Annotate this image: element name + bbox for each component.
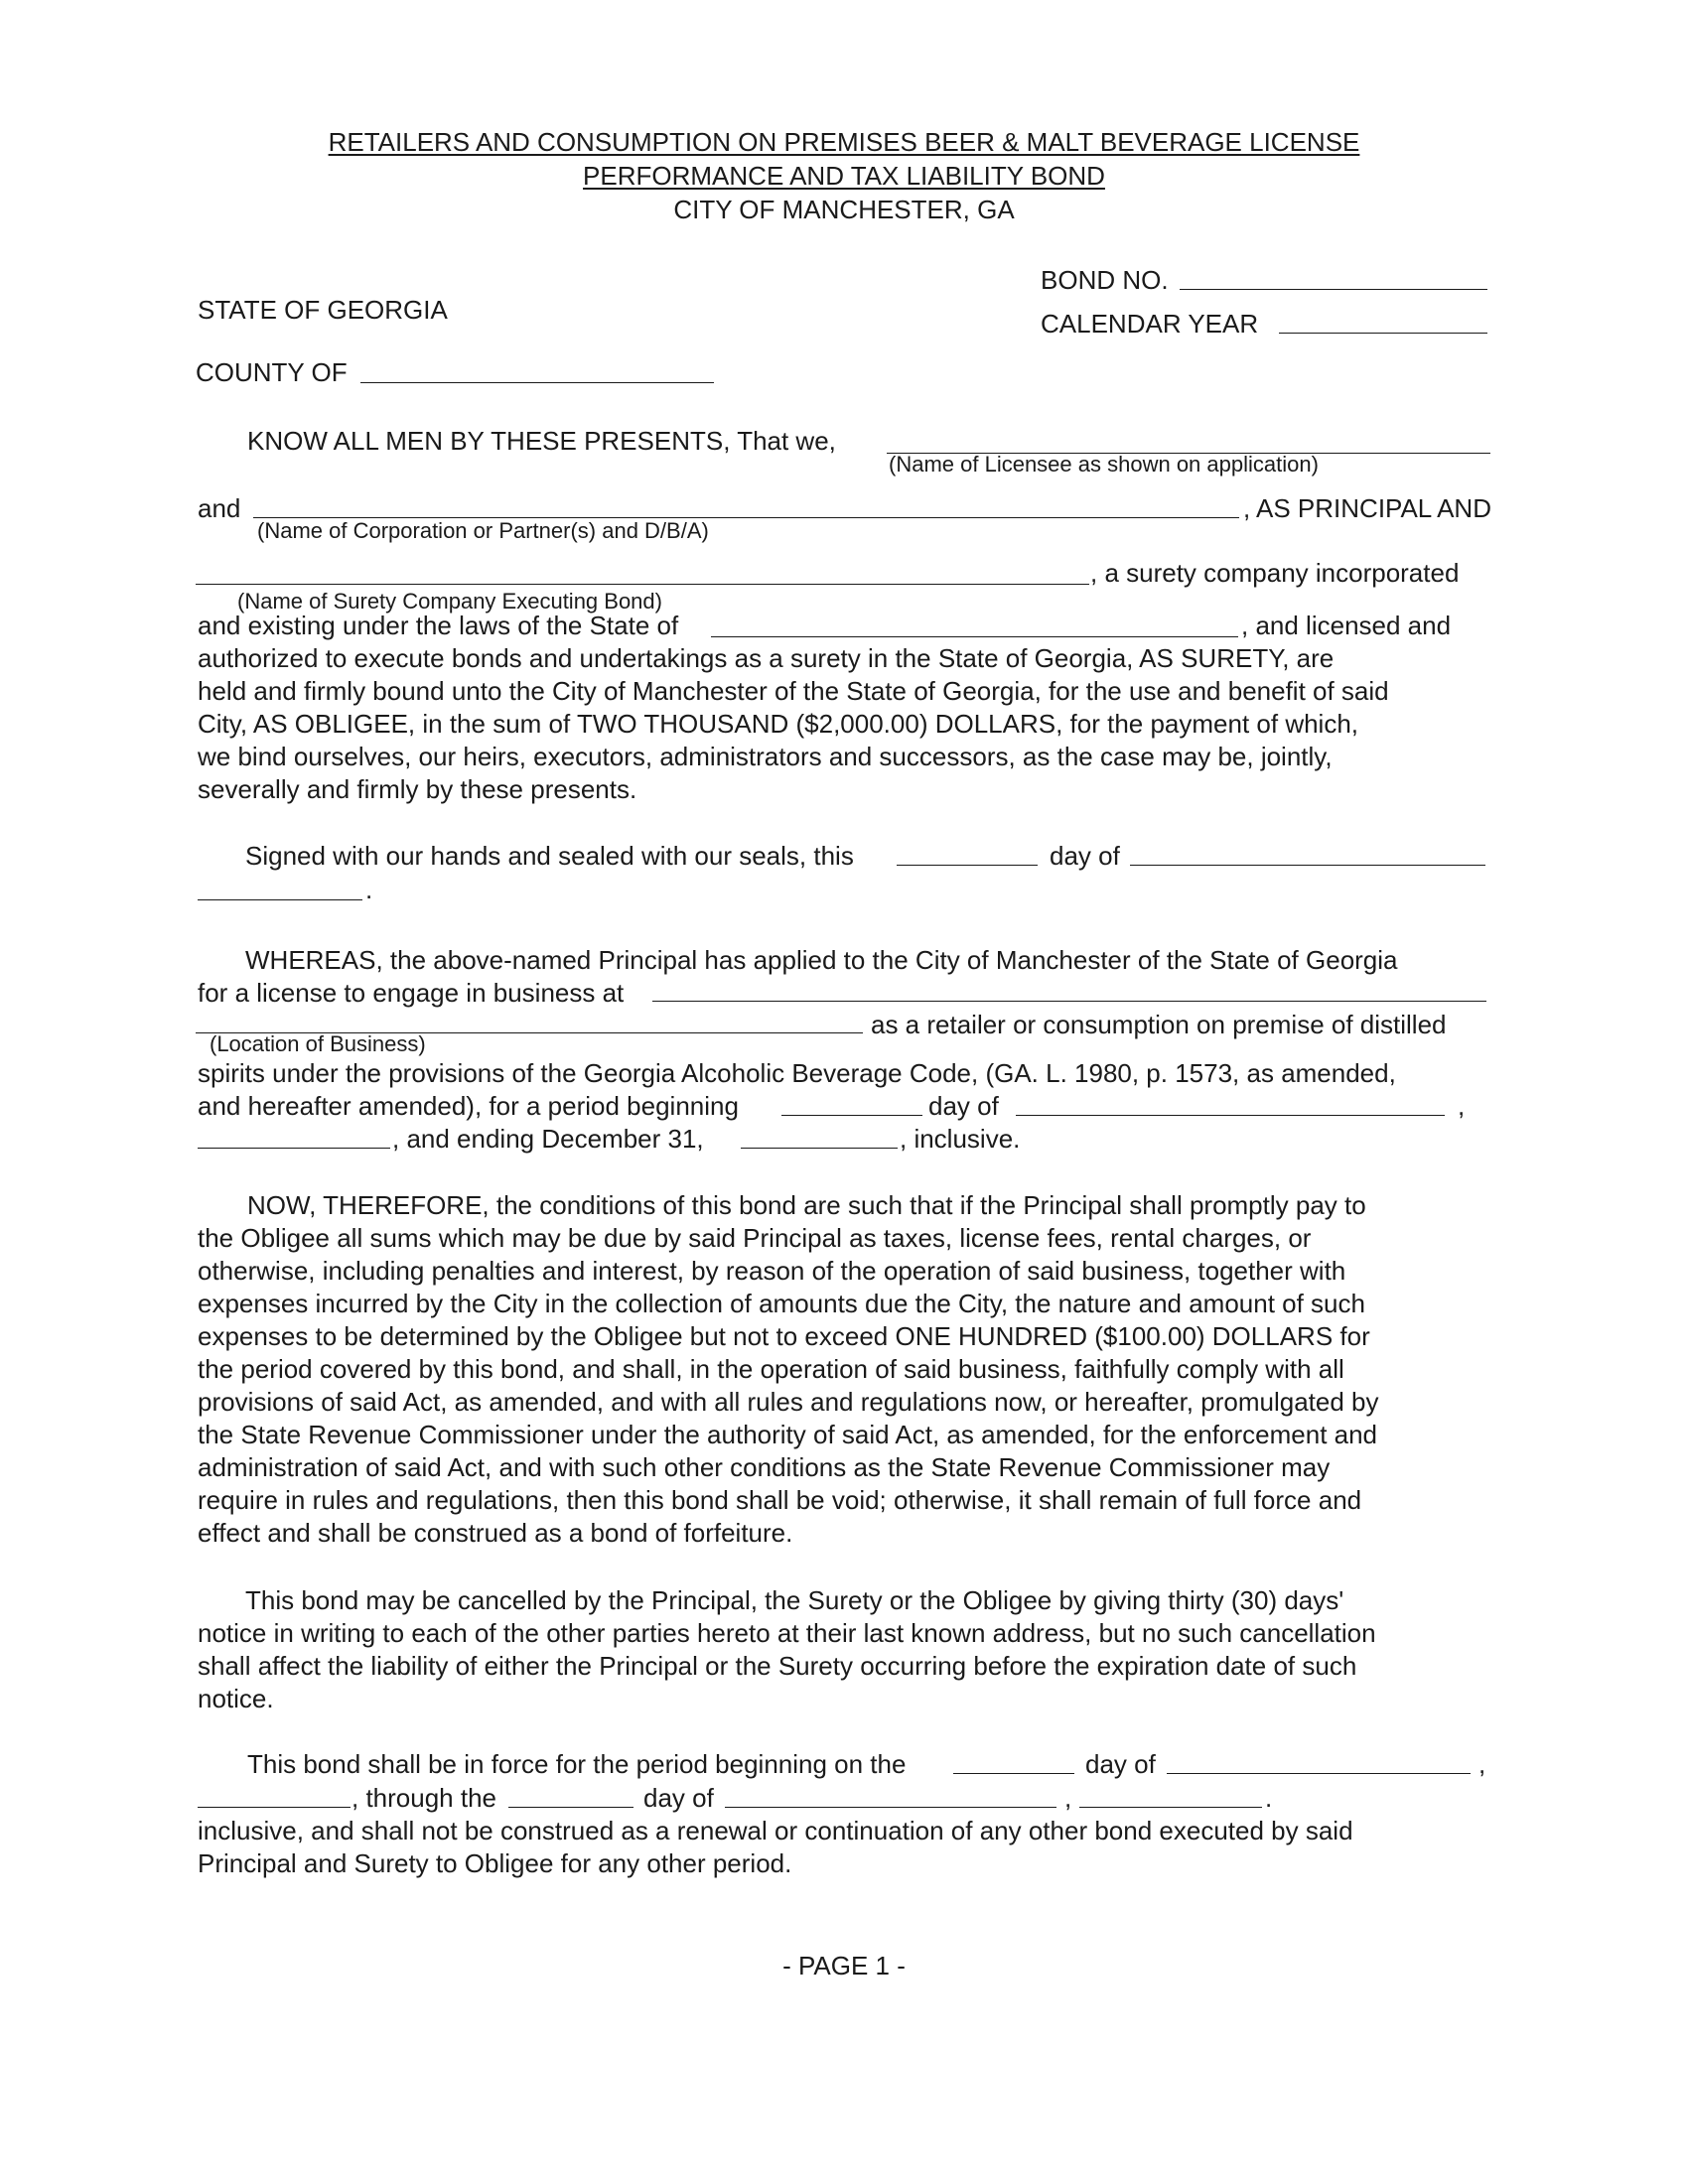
force-end-year-field[interactable] bbox=[1079, 1807, 1262, 1808]
as-principal-text: , AS PRINCIPAL AND bbox=[1243, 493, 1491, 523]
state-label: STATE OF GEORGIA bbox=[198, 295, 448, 325]
county-label: COUNTY OF bbox=[196, 357, 348, 387]
force-begin-month-field[interactable] bbox=[1167, 1773, 1471, 1774]
business-location-field-1[interactable] bbox=[652, 1001, 1486, 1002]
calendar-year-label: CALENDAR YEAR bbox=[1041, 309, 1259, 339]
now-therefore-line-4: expenses incurred by the City in the collection of amounts due the City, the nature and amount of such bbox=[198, 1289, 1365, 1318]
licensed-and-text: , and licensed and bbox=[1241, 611, 1452, 640]
in-force-line-1: This bond shall be in force for the period beginning on the bbox=[247, 1749, 907, 1779]
force-begin-day-field[interactable] bbox=[953, 1773, 1074, 1774]
bond-no-label: BOND NO. bbox=[1041, 265, 1169, 295]
surety-incorporated-text: , a surety company incorporated bbox=[1090, 558, 1460, 588]
now-therefore-line-6: the period covered by this bond, and shall, in the operation of said business, faithfully comply with all bbox=[198, 1354, 1344, 1384]
now-therefore-line-7: provisions of said Act, as amended, and with all rules and regulations now, or hereafter, promulgated by bbox=[198, 1387, 1379, 1417]
whereas-line-1: WHEREAS, the above-named Principal has applied to the City of Manchester of the State of Georgia bbox=[245, 945, 1398, 975]
surety-name-field[interactable] bbox=[196, 584, 1089, 585]
whereas-line-4: spirits under the provisions of the Georgia Alcoholic Beverage Code, (GA. L. 1980, p. 1573, as amended, bbox=[198, 1058, 1396, 1088]
body-line-4: we bind ourselves, our heirs, executors, administrators and successors, as the case may be, jointly, bbox=[198, 742, 1333, 771]
page-number: - PAGE 1 - bbox=[782, 1951, 906, 1980]
signed-day-of-text: day of bbox=[1050, 841, 1120, 871]
force-end-month-field[interactable] bbox=[725, 1807, 1056, 1808]
cancellation-line-4: notice. bbox=[198, 1684, 274, 1713]
period-begin-day-field[interactable] bbox=[781, 1115, 922, 1116]
now-therefore-line-11: effect and shall be construed as a bond of forfeiture. bbox=[198, 1518, 793, 1548]
period-begin-month-field[interactable] bbox=[1016, 1115, 1445, 1116]
whereas-comma: , bbox=[1458, 1091, 1466, 1121]
whereas-day-of: day of bbox=[928, 1091, 999, 1121]
whereas-ending-text: , and ending December 31, bbox=[392, 1124, 704, 1154]
body-line-3: City, AS OBLIGEE, in the sum of TWO THOUSAND ($2,000.00) DOLLARS, for the payment of which, bbox=[198, 709, 1359, 739]
and-label: and bbox=[198, 493, 241, 523]
now-therefore-line-8: the State Revenue Commissioner under the authority of said Act, as amended, for the enforcement and bbox=[198, 1420, 1378, 1449]
signed-month-field[interactable] bbox=[1130, 865, 1485, 866]
whereas-line-5a: and hereafter amended), for a period beginning bbox=[198, 1091, 739, 1121]
cancellation-line-3: shall affect the liability of either the Principal or the Surety occurring before the expiration date of such bbox=[198, 1651, 1357, 1681]
body-line-2: held and firmly bound unto the City of Manchester of the State of Georgia, for the use and benefit of said bbox=[198, 676, 1389, 706]
signed-day-field[interactable] bbox=[897, 865, 1038, 866]
existing-under-laws-text: and existing under the laws of the State of bbox=[198, 611, 679, 640]
in-force-comma-1: , bbox=[1478, 1749, 1486, 1779]
whereas-inclusive-text: , inclusive. bbox=[900, 1124, 1021, 1154]
in-force-day-of-2: day of bbox=[643, 1783, 714, 1813]
cancellation-line-2: notice in writing to each of the other parties hereto at their last known address, but no such cancellation bbox=[198, 1618, 1376, 1648]
signed-period: . bbox=[365, 875, 373, 904]
in-force-comma-2: , bbox=[1064, 1783, 1072, 1813]
title-line-1: RETAILERS AND CONSUMPTION ON PREMISES BEER & MALT BEVERAGE LICENSE bbox=[328, 127, 1360, 157]
force-begin-year-field[interactable] bbox=[198, 1807, 351, 1808]
surety-state-field[interactable] bbox=[711, 636, 1238, 637]
in-force-period: . bbox=[1265, 1783, 1273, 1813]
through-the-text: , through the bbox=[352, 1783, 496, 1813]
calendar-year-field[interactable] bbox=[1279, 333, 1487, 334]
body-line-1: authorized to execute bonds and undertakings as a surety in the State of Georgia, AS SURETY, are bbox=[198, 643, 1335, 673]
period-end-year-field[interactable] bbox=[741, 1148, 898, 1149]
county-field[interactable] bbox=[360, 382, 714, 383]
cancellation-line-1: This bond may be cancelled by the Principal, the Surety or the Obligee by giving thirty (30) days' bbox=[245, 1585, 1344, 1615]
now-therefore-line-5: expenses to be determined by the Obligee but not to exceed ONE HUNDRED ($100.00) DOLLARS for bbox=[198, 1321, 1370, 1351]
now-therefore-line-2: the Obligee all sums which may be due by said Principal as taxes, license fees, rental charges, or bbox=[198, 1223, 1312, 1253]
in-force-line-4: Principal and Surety to Obligee for any other period. bbox=[198, 1848, 792, 1878]
now-therefore-line-1: NOW, THEREFORE, the conditions of this bond are such that if the Principal shall promptly pay to bbox=[247, 1190, 1366, 1220]
in-force-line-3: inclusive, and shall not be construed as a renewal or continuation of any other bond executed by said bbox=[198, 1816, 1353, 1845]
signed-year-field[interactable] bbox=[198, 899, 362, 900]
surety-caption: (Name of Surety Company Executing Bond) bbox=[237, 589, 662, 614]
licensee-caption: (Name of Licensee as shown on application) bbox=[889, 452, 1319, 477]
force-end-day-field[interactable] bbox=[508, 1807, 633, 1808]
now-therefore-line-3: otherwise, including penalties and interest, by reason of the operation of said business, together with bbox=[198, 1256, 1346, 1286]
title-line-3: CITY OF MANCHESTER, GA bbox=[673, 195, 1015, 224]
whereas-line-3-tail: as a retailer or consumption on premise of distilled bbox=[871, 1010, 1447, 1039]
corporation-caption: (Name of Corporation or Partner(s) and D/B/A) bbox=[257, 518, 709, 543]
now-therefore-line-10: require in rules and regulations, then this bond shall be void; otherwise, it shall remain of full force and bbox=[198, 1485, 1362, 1515]
body-line-5: severally and firmly by these presents. bbox=[198, 774, 637, 804]
location-caption: (Location of Business) bbox=[210, 1031, 426, 1056]
period-begin-year-field[interactable] bbox=[198, 1148, 390, 1149]
bond-no-field[interactable] bbox=[1180, 289, 1487, 290]
whereas-line-2: for a license to engage in business at bbox=[198, 978, 625, 1008]
in-force-day-of-1: day of bbox=[1085, 1749, 1156, 1779]
know-all-men-text: KNOW ALL MEN BY THESE PRESENTS, That we, bbox=[247, 426, 836, 456]
now-therefore-line-9: administration of said Act, and with such other conditions as the State Revenue Commissioner may bbox=[198, 1452, 1331, 1482]
title-line-2: PERFORMANCE AND TAX LIABILITY BOND bbox=[583, 161, 1105, 191]
signed-text: Signed with our hands and sealed with our seals, this bbox=[245, 841, 854, 871]
